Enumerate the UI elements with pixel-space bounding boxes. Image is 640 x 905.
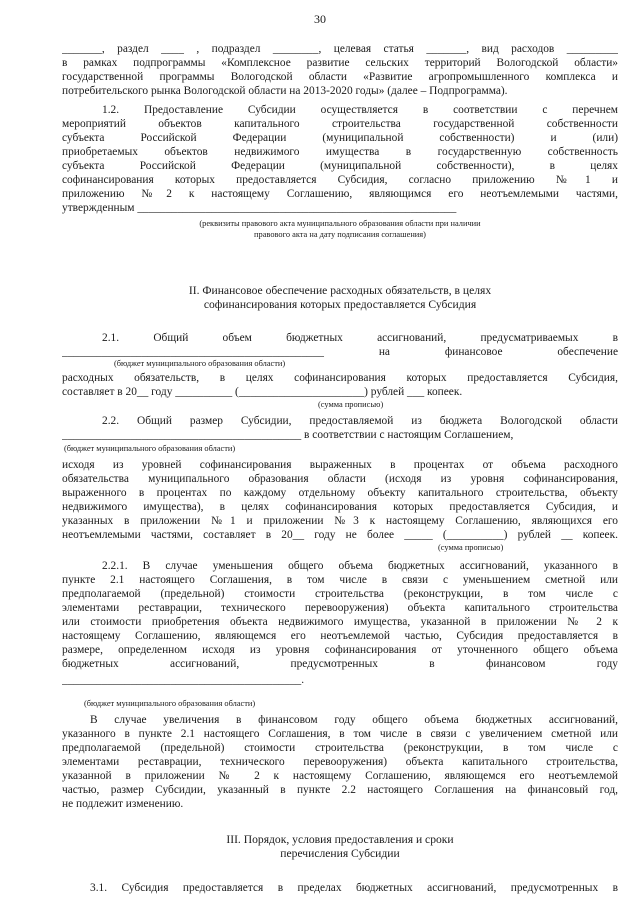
text-line: _______, раздел ____ , подраздел ________, целевая статья _______, вид расходов _________: [62, 43, 618, 55]
text-line: не подлежит изменению.: [62, 798, 184, 810]
text-line: 3.1. Субсидия предоставляется в пределах бюджетных ассигнований, предусмотренных в: [90, 882, 618, 894]
text-line: ______________________________________________ на финансовое обеспечение: [62, 346, 618, 358]
text-line: приобретаемых объектов недвижимого имущества в государственную собственность: [62, 146, 618, 158]
text-line: 1.2. Предоставление Субсидии осуществляется в соответствии с перечнем: [102, 104, 618, 116]
text-line: обязательства муниципального образования области (исходя из уровня софинансирования,: [62, 473, 618, 485]
page-number: 30: [314, 12, 326, 26]
text-line: указанных в приложении №1 и приложении №3 к настоящему Соглашению, являющихся его: [62, 515, 618, 527]
text-line: или стоимости приобретения объекта недвижимого имущества, указанной в приложении № 2 к: [62, 616, 618, 628]
text-line: В случае увеличения в финансовом году общего объема бюджетных ассигнований,: [90, 714, 618, 726]
text-line: настоящему Соглашению, являющемся его неотъемлемой частью, Субсидия предоставляется в: [62, 630, 618, 642]
text-line: расходных обязательств, в целях софинансирования которых предоставляется Субсидия,: [62, 372, 618, 384]
text-line: (сумма прописью): [438, 543, 504, 552]
text-line: исходя из уровней софинансирования выраженных в процентах от объема расходного: [62, 459, 618, 471]
text-line: II. Финансовое обеспечение расходных обязательств, в целях: [188, 284, 492, 297]
text-line: выраженного в процентах по каждому отдельному объекту капитального строительства, объекту: [62, 487, 618, 499]
text-line: в рамках подпрограммы «Комплексное развитие сельских территорий Вологодской области»: [62, 57, 618, 69]
text-line: государственной программы Вологодской области «Развитие агропромышленного комплекса и: [62, 71, 618, 83]
text-line: утвержденным ________________________________________________________: [62, 202, 457, 214]
text-line: 2.1. Общий объем бюджетных ассигнований, предусматриваемых в: [102, 332, 618, 344]
text-line: указанной в приложении № 2 к настоящему Соглашению, являющемся его неотъемлемой: [62, 770, 618, 782]
text-line: частью, размер Субсидии, указанный в пункте 2.2 настоящего Соглашения на финансовый год,: [62, 784, 618, 796]
text-line: субъекта Российской Федерации (муниципальной собственности), в целях: [62, 160, 618, 172]
text-line: субъекта Российской Федерации (муниципальной собственности) и (или): [62, 132, 618, 144]
text-line: 2.2.1. В случае уменьшения общего объема бюджетных ассигнований, указанного в: [102, 560, 618, 572]
text-line: размере, определенном исходя из уровня софинансирования от уточненного общего объема: [62, 644, 618, 656]
text-line: приложению №2 к настоящему Соглашению, являющимся его неотъемлемыми частями,: [62, 188, 618, 200]
text-line: правового акта на дату подписания соглашения): [254, 230, 426, 239]
text-line: неотъемлемыми частями, составляет в 20__ году не более _____ (__________) рублей __ копеек.: [62, 529, 618, 541]
text-line: потребительского рынка Вологодской области на 2013-2020 годы» (далее – Подпрограмма).: [62, 85, 508, 97]
text-line: бюджетных ассигнований, предусмотренных в финансовом году: [62, 658, 618, 670]
text-line: пункте 2.1 настоящего Соглашения, в том числе в связи с уменьшением сметной или: [62, 574, 618, 586]
text-line: 2.2. Общий размер Субсидии, предоставляемой из бюджета Вологодской области: [102, 415, 618, 427]
text-line: III. Порядок, условия предоставления и сроки: [226, 833, 454, 846]
text-line: элементами реставрации, технического перевооружения) объекта капитального строительства,: [62, 756, 618, 768]
text-line: (бюджет муниципального образования области): [64, 444, 236, 453]
text-line: __________________________________________ в соответствии с настоящим Соглашением,: [62, 429, 514, 441]
text-line: (бюджет муниципального образования области): [114, 359, 286, 368]
text-line: недвижимого имущества), в целях софинансирования которых предоставляется Субсидия, и: [62, 501, 618, 513]
text-line: составляет в 20__ году __________ (______________________) рублей ___ копеек.: [62, 386, 463, 398]
text-line: __________________________________________.: [62, 674, 305, 686]
text-line: софинансирования которых предоставляется Субсидия: [203, 298, 477, 311]
text-line: перечисления Субсидии: [280, 847, 400, 860]
text-line: (бюджет муниципального образования области): [84, 699, 256, 708]
text-line: (сумма прописью): [318, 400, 384, 409]
text-line: предполагаемой (предельной) стоимости строительства (реконструкции, в том числе с: [62, 742, 618, 754]
text-line: указанного в пункте 2.1 настоящего Соглашения, в том числе в связи с увеличением сметной или: [62, 728, 618, 740]
text-line: софинансирования которых предоставляется Субсидия, согласно приложению №1 и: [62, 174, 618, 186]
text-line: элементами реставрации, технического перевооружения) объекта капитального строительства: [62, 602, 618, 614]
text-line: (реквизиты правового акта муниципального образования области при наличии: [199, 219, 481, 228]
text-line: мероприятий объектов капитального строительства государственной собственности: [62, 118, 618, 130]
text-line: предполагаемой (предельной) стоимости строительства (реконструкции, в том числе с: [62, 588, 618, 600]
